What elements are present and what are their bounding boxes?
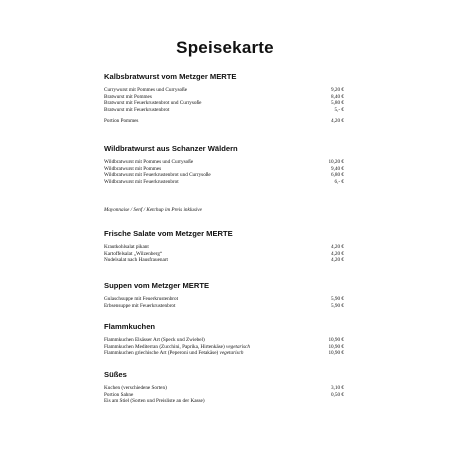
section-heading: Kalbsbratwurst vom Metzger MERTE	[104, 72, 237, 81]
item-price: 10,90 €	[328, 343, 344, 350]
section-flammkuchen	[104, 322, 344, 357]
item-price: 4,20 €	[331, 250, 344, 257]
item-price: 3,10 €	[331, 385, 344, 391]
menu-item	[104, 398, 344, 405]
menu-item	[104, 118, 344, 125]
section-heading: Suppen vom Metzger MERTE	[104, 281, 210, 290]
section-suppen	[104, 281, 344, 309]
section-wildbratwurst	[104, 144, 344, 185]
menu-item	[104, 107, 344, 114]
item-name: Wildbratwurst mit Feuerkrustenbrot	[104, 178, 179, 185]
item-name: Bratwurst mit Pommes	[104, 93, 152, 100]
menu-item	[104, 159, 344, 166]
item-name: Portion Pommes	[104, 118, 139, 125]
item-name: Bratwurst mit Feuerkrustenbrot	[104, 106, 170, 113]
item-price: 4,20 €	[331, 118, 344, 125]
section-heading: Frische Salate vom Metzger MERTE	[104, 229, 233, 238]
item-name: Bratwurst mit Feuerkrustenbrot und Currysoße	[104, 100, 202, 107]
item-name-text: Flammkuchen Elsässer Art (Speck und Zwiebel)	[104, 337, 205, 343]
menu-item	[104, 337, 344, 344]
item-name: Kartoffelsalat „Wilzenberg“	[104, 250, 163, 257]
item-price: 8,40 €	[331, 93, 344, 100]
item-name	[104, 350, 243, 357]
item-name	[104, 337, 205, 344]
item-name: Krautkohlsalat pikant	[104, 244, 149, 250]
section-heading: Wildbratwurst aus Schanzer Wäldern	[104, 144, 238, 153]
item-price: 10,90 €	[328, 337, 344, 343]
menu-item	[104, 179, 344, 186]
section-heading: Flammkuchen	[104, 322, 156, 331]
menu-item	[104, 100, 344, 107]
item-price: 5,90 €	[331, 296, 344, 302]
item-price: 10,90 €	[328, 350, 344, 357]
item-name-text: Flammkuchen Mediterran (Zucchini, Paprika, Hirtenkäse)	[104, 343, 225, 350]
section-heading: Süßes	[104, 370, 127, 379]
item-name: Gulaschsuppe mit Feuerkrustenbrot	[104, 296, 179, 302]
item-name: Wildbratwurst mit Pommes	[104, 165, 162, 172]
item-price: 4,20 €	[331, 257, 344, 264]
condiments-note-block	[104, 207, 344, 214]
item-name: Kuchen (verschiedene Sorten)	[104, 385, 167, 391]
menu-item	[104, 350, 344, 357]
item-price: 5,- €	[334, 106, 344, 113]
section-suesses	[104, 370, 344, 405]
item-price: 6,80 €	[331, 172, 344, 179]
condiments-note: Mayonnaise / Senf / Ketchup im Preis inklusive	[104, 207, 202, 213]
item-price: 9,20 €	[331, 87, 344, 93]
item-name: Eis am Stiel (Sorten und Preisliste an der Kasse)	[104, 398, 205, 405]
item-price: 5,90 €	[331, 302, 344, 309]
menu-item	[104, 303, 344, 310]
menu-item	[104, 257, 344, 264]
item-name: Portion Sahne	[104, 391, 134, 398]
section-kalbsbratwurst	[104, 72, 344, 125]
item-name-text: Flammkuchen griechische Art (Peperoni und Fetakäse)	[104, 350, 219, 357]
vegetarian-label: vegetarisch	[219, 350, 244, 357]
section-salate	[104, 229, 344, 264]
menu-item	[104, 87, 344, 94]
item-price: 4,20 €	[331, 244, 344, 250]
item-name: Erbsensuppe mit Feuerkrustenbrot	[104, 302, 176, 309]
item-price: 10,20 €	[328, 159, 344, 165]
item-price: 0,50 €	[331, 391, 344, 398]
vegetarian-label: vegetarisch	[226, 343, 250, 350]
item-price: 9,40 €	[331, 165, 344, 172]
menu-item	[104, 385, 344, 392]
item-name: Nudelsalat nach Hausfrauenart	[104, 257, 168, 264]
page-title: Speisekarte	[176, 38, 274, 57]
item-name: Wildbratwurst mit Feuerkrustenbrot und Currysoße	[104, 172, 211, 179]
menu-item	[104, 296, 344, 303]
item-name: Wildbratwurst mit Pommes und Currysoße	[104, 159, 194, 165]
item-name: Currywurst mit Pommes und Currysoße	[104, 87, 187, 93]
item-price: 5,80 €	[331, 100, 344, 107]
menu-item	[104, 172, 344, 179]
menu-item	[104, 244, 344, 251]
item-price: 6,- €	[334, 178, 344, 185]
